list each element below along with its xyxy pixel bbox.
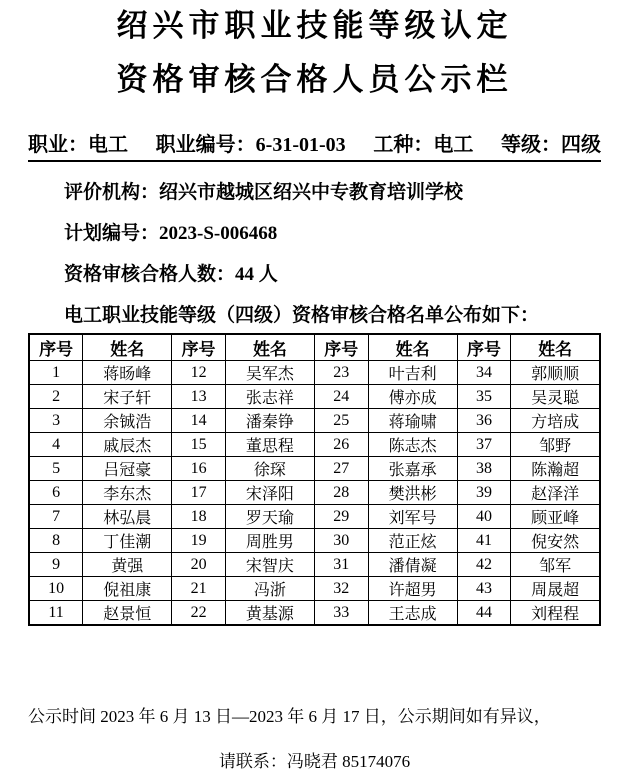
table-row xyxy=(29,433,600,457)
seq-cell: 23 xyxy=(314,361,368,385)
table-row xyxy=(29,505,600,529)
name-cell: 邹军 xyxy=(511,553,600,577)
seq-cell: 43 xyxy=(457,577,511,601)
seq-cell: 12 xyxy=(172,361,226,385)
name-cell: 倪安然 xyxy=(511,529,600,553)
seq-cell: 3 xyxy=(29,409,83,433)
table-header-cell: 姓名 xyxy=(368,334,457,361)
name-cell: 赵景恒 xyxy=(83,601,172,626)
seq-cell: 30 xyxy=(314,529,368,553)
table-row xyxy=(29,457,600,481)
name-cell: 傅亦成 xyxy=(368,385,457,409)
seq-cell: 38 xyxy=(457,457,511,481)
name-cell: 董思程 xyxy=(225,433,314,457)
level-field: 等级：四级 xyxy=(501,134,601,156)
seq-cell: 41 xyxy=(457,529,511,553)
page-title-line2: 资格审核合格人员公示栏 xyxy=(116,62,513,97)
name-cell: 王志成 xyxy=(368,601,457,626)
seq-cell: 29 xyxy=(314,505,368,529)
table-header-cell: 序号 xyxy=(29,334,83,361)
seq-cell: 32 xyxy=(314,577,368,601)
name-cell: 方培成 xyxy=(511,409,600,433)
name-cell: 潘秦铮 xyxy=(225,409,314,433)
name-cell: 黄基源 xyxy=(225,601,314,626)
table-header-cell: 序号 xyxy=(314,334,368,361)
seq-cell: 11 xyxy=(29,601,83,626)
table-row xyxy=(29,529,600,553)
table-header-cell: 姓名 xyxy=(83,334,172,361)
notice-period-line: 公示时间 2023 年 6 月 13 日—2023 年 6 月 17 日，公示期间如有异议， xyxy=(28,707,551,726)
table-row xyxy=(29,553,600,577)
table-row xyxy=(29,361,600,385)
page-title-line1: 绍兴市职业技能等级认定 xyxy=(116,8,513,43)
seq-cell: 24 xyxy=(314,385,368,409)
name-cell: 周晟超 xyxy=(511,577,600,601)
name-cell: 徐琛 xyxy=(225,457,314,481)
table-row xyxy=(29,385,600,409)
seq-cell: 17 xyxy=(172,481,226,505)
seq-cell: 7 xyxy=(29,505,83,529)
name-cell: 赵泽洋 xyxy=(511,481,600,505)
info-block xyxy=(28,183,601,326)
seq-cell: 21 xyxy=(172,577,226,601)
qualified-count-line: 资格审核合格人数：44 人 xyxy=(64,264,278,285)
name-cell: 叶吉利 xyxy=(368,361,457,385)
seq-cell: 19 xyxy=(172,529,226,553)
table-row xyxy=(29,409,600,433)
table-body xyxy=(29,361,600,626)
name-cell: 吴军杰 xyxy=(225,361,314,385)
name-cell: 丁佳潮 xyxy=(83,529,172,553)
seq-cell: 13 xyxy=(172,385,226,409)
name-cell: 戚辰杰 xyxy=(83,433,172,457)
work-type-field: 工种：电工 xyxy=(373,134,474,156)
seq-cell: 14 xyxy=(172,409,226,433)
name-cell: 吕冠豪 xyxy=(83,457,172,481)
name-cell: 范正炫 xyxy=(368,529,457,553)
name-cell: 郭顺顺 xyxy=(511,361,600,385)
table-header-row xyxy=(29,334,600,361)
name-cell: 冯浙 xyxy=(225,577,314,601)
table-row xyxy=(29,481,600,505)
table-header-cell: 序号 xyxy=(457,334,511,361)
qualified-roster-table xyxy=(28,333,601,626)
occupation-meta-row xyxy=(28,128,601,162)
seq-cell: 26 xyxy=(314,433,368,457)
seq-cell: 9 xyxy=(29,553,83,577)
seq-cell: 42 xyxy=(457,553,511,577)
name-cell: 蒋瑜啸 xyxy=(368,409,457,433)
name-cell: 陈志杰 xyxy=(368,433,457,457)
occupation-code-field: 职业编号：6-31-01-03 xyxy=(155,134,346,156)
contact-line: 请联系：冯晓君 85174076 xyxy=(218,752,411,771)
seq-cell: 5 xyxy=(29,457,83,481)
name-cell: 吴灵聪 xyxy=(511,385,600,409)
seq-cell: 33 xyxy=(314,601,368,626)
name-cell: 张志祥 xyxy=(225,385,314,409)
occupation-field: 职业：电工 xyxy=(28,134,128,156)
name-cell: 顾亚峰 xyxy=(511,505,600,529)
seq-cell: 1 xyxy=(29,361,83,385)
plan-number-line: 计划编号：2023-S-006468 xyxy=(64,223,278,244)
name-cell: 李东杰 xyxy=(83,481,172,505)
name-cell: 罗天瑜 xyxy=(225,505,314,529)
name-cell: 宋泽阳 xyxy=(225,481,314,505)
seq-cell: 8 xyxy=(29,529,83,553)
seq-cell: 18 xyxy=(172,505,226,529)
table-header-cell: 姓名 xyxy=(225,334,314,361)
seq-cell: 34 xyxy=(457,361,511,385)
seq-cell: 15 xyxy=(172,433,226,457)
name-cell: 刘程程 xyxy=(511,601,600,626)
seq-cell: 6 xyxy=(29,481,83,505)
seq-cell: 37 xyxy=(457,433,511,457)
name-cell: 宋智庆 xyxy=(225,553,314,577)
seq-cell: 22 xyxy=(172,601,226,626)
table-header-cell: 姓名 xyxy=(511,334,600,361)
seq-cell: 44 xyxy=(457,601,511,626)
table-header-row xyxy=(29,334,600,361)
evaluation-agency-line: 评价机构：绍兴市越城区绍兴中专教育培训学校 xyxy=(64,182,464,203)
seq-cell: 36 xyxy=(457,409,511,433)
table-row xyxy=(29,577,600,601)
seq-cell: 25 xyxy=(314,409,368,433)
name-cell: 蒋旸峰 xyxy=(83,361,172,385)
seq-cell: 2 xyxy=(29,385,83,409)
name-cell: 邹野 xyxy=(511,433,600,457)
table-header-cell: 序号 xyxy=(172,334,226,361)
name-cell: 张嘉承 xyxy=(368,457,457,481)
seq-cell: 40 xyxy=(457,505,511,529)
table-row xyxy=(29,601,600,626)
name-cell: 陈瀚超 xyxy=(511,457,600,481)
name-cell: 宋子轩 xyxy=(83,385,172,409)
name-cell: 刘军号 xyxy=(368,505,457,529)
list-intro-line: 电工职业技能等级（四级）资格审核合格名单公布如下： xyxy=(64,305,540,326)
seq-cell: 16 xyxy=(172,457,226,481)
name-cell: 余铖浩 xyxy=(83,409,172,433)
seq-cell: 39 xyxy=(457,481,511,505)
seq-cell: 35 xyxy=(457,385,511,409)
seq-cell: 10 xyxy=(29,577,83,601)
name-cell: 许超男 xyxy=(368,577,457,601)
seq-cell: 28 xyxy=(314,481,368,505)
name-cell: 周胜男 xyxy=(225,529,314,553)
name-cell: 潘倩凝 xyxy=(368,553,457,577)
name-cell: 樊洪彬 xyxy=(368,481,457,505)
name-cell: 黄强 xyxy=(83,553,172,577)
seq-cell: 20 xyxy=(172,553,226,577)
name-cell: 倪祖康 xyxy=(83,577,172,601)
name-cell: 林弘晨 xyxy=(83,505,172,529)
seq-cell: 27 xyxy=(314,457,368,481)
seq-cell: 4 xyxy=(29,433,83,457)
seq-cell: 31 xyxy=(314,553,368,577)
